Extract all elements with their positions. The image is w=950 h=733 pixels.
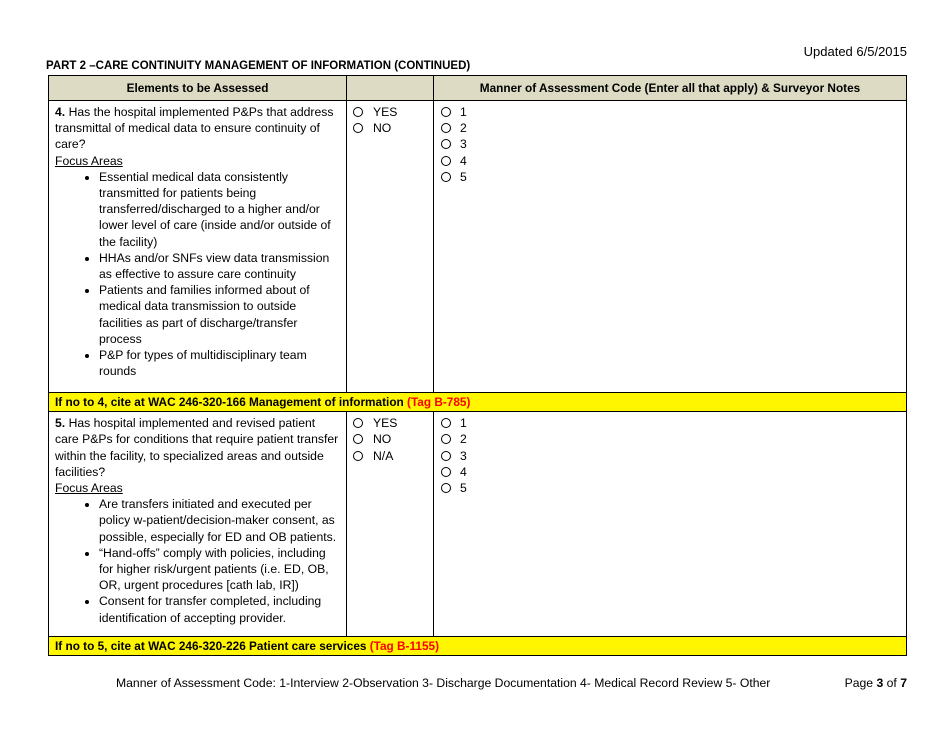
code-option-4[interactable] bbox=[441, 153, 906, 169]
focus-item: • P&P for types of multidisciplinary team rounds bbox=[99, 347, 340, 379]
code-label: 5 bbox=[460, 480, 467, 495]
answer-label: NO bbox=[373, 432, 392, 447]
code-label: 2 bbox=[460, 432, 467, 447]
question-number: 4. bbox=[55, 105, 66, 119]
radio-circle-icon[interactable] bbox=[441, 172, 451, 182]
code-option-2[interactable] bbox=[441, 431, 906, 447]
assessment-code-legend: Manner of Assessment Code: 1-Interview 2-Observation 3- Discharge Documentation 4- Medical Record Review 5- Other bbox=[116, 676, 771, 690]
table-header-row bbox=[49, 76, 907, 101]
page-label: Page bbox=[844, 676, 874, 690]
code-label: 4 bbox=[460, 153, 467, 168]
focus-item: • “Hand-offs” comply with policies, including for higher risk/urgent patients (i.e. ED, OB, OR, urgent procedures [cath lab, IR]) bbox=[99, 545, 340, 594]
radio-circle-icon[interactable] bbox=[441, 107, 451, 117]
code-label: 5 bbox=[460, 169, 467, 184]
page-current: 3 bbox=[876, 676, 884, 690]
focus-item: • HHAs and/or SNFs view data transmission as effective to assure care continuity bbox=[99, 250, 340, 282]
tag-label: (Tag B-1155) bbox=[369, 639, 440, 654]
question-body: Has hospital implemented and revised patient care P&Ps for conditions that require patient transfer within the facility, to specialized areas and outside facilities? bbox=[55, 416, 339, 479]
radio-circle-icon[interactable] bbox=[441, 156, 451, 166]
answer-label: YES bbox=[373, 105, 398, 119]
question-number: 5. bbox=[55, 416, 66, 431]
radio-circle-icon[interactable] bbox=[353, 434, 363, 444]
code-option-3[interactable] bbox=[441, 136, 906, 152]
focus-item: • Patients and families informed about of medical data transmission to outside facilities as part of discharge/transfer process bbox=[99, 282, 340, 347]
focus-item: • Consent for transfer completed, including identification of accepting provider. bbox=[99, 593, 340, 625]
question-cell bbox=[49, 412, 347, 637]
answer-cell bbox=[347, 101, 434, 393]
question-row-4 bbox=[49, 101, 907, 393]
code-option-5[interactable] bbox=[441, 169, 906, 185]
code-option-1[interactable] bbox=[441, 415, 906, 431]
radio-circle-icon[interactable] bbox=[353, 451, 363, 461]
code-option-2[interactable] bbox=[441, 120, 906, 136]
code-option-4[interactable] bbox=[441, 464, 906, 480]
cite-row-5 bbox=[49, 637, 907, 656]
code-label: 4 bbox=[460, 464, 467, 479]
cite-text: If no to 5, cite at WAC 246-320-226 Patient care services bbox=[55, 639, 367, 654]
focus-areas-label: Focus Areas bbox=[55, 481, 123, 496]
code-label: 3 bbox=[460, 137, 467, 152]
cite-text: If no to 4, cite at WAC 246-320-166 Management of information bbox=[55, 395, 404, 409]
answer-option-yes[interactable] bbox=[351, 104, 433, 120]
assessment-table bbox=[48, 75, 907, 656]
radio-circle-icon[interactable] bbox=[441, 434, 451, 444]
radio-circle-icon[interactable] bbox=[441, 139, 451, 149]
updated-date: Updated 6/5/2015 bbox=[803, 44, 907, 59]
code-label: 3 bbox=[460, 448, 467, 463]
question-row-5 bbox=[49, 412, 907, 637]
code-label: 1 bbox=[460, 105, 467, 119]
col-manner-header: Manner of Assessment Code (Enter all that apply) & Surveyor Notes bbox=[434, 76, 907, 101]
answer-option-yes[interactable] bbox=[351, 415, 433, 431]
answer-option-no[interactable] bbox=[351, 431, 433, 447]
answer-cell bbox=[347, 412, 434, 637]
radio-circle-icon[interactable] bbox=[441, 418, 451, 428]
code-label: 1 bbox=[460, 416, 467, 431]
manner-cell bbox=[434, 412, 907, 637]
focus-areas-label: Focus Areas bbox=[55, 153, 123, 168]
focus-item: • Essential medical data consistently transmitted for patients being transferred/discharged to a higher and/or lower level of care (inside and/or outside of the facility) bbox=[99, 169, 340, 250]
answer-option-no[interactable] bbox=[351, 120, 433, 136]
radio-circle-icon[interactable] bbox=[441, 483, 451, 493]
focus-item: • Are transfers initiated and executed per policy w-patient/decision-maker consent, as possible, especially for ED and OB patients. bbox=[99, 496, 340, 545]
page-total: 7 bbox=[900, 676, 907, 690]
question-text bbox=[55, 104, 340, 153]
answer-label: YES bbox=[373, 416, 398, 431]
code-option-1[interactable] bbox=[441, 104, 906, 120]
answer-label: N/A bbox=[373, 448, 394, 463]
question-body: Has the hospital implemented P&Ps that address transmittal of medical data to ensure continuity of care? bbox=[55, 105, 334, 152]
focus-list bbox=[55, 496, 340, 626]
cite-cell bbox=[49, 637, 907, 656]
col-elements-header: Elements to be Assessed bbox=[49, 76, 347, 101]
code-option-5[interactable] bbox=[441, 480, 906, 496]
focus-list bbox=[55, 169, 340, 380]
radio-circle-icon[interactable] bbox=[441, 467, 451, 477]
cite-row-4 bbox=[49, 393, 907, 412]
cite-cell bbox=[49, 393, 907, 412]
part-title: PART 2 –CARE CONTINUITY MANAGEMENT OF INFORMATION (CONTINUED) bbox=[46, 60, 471, 72]
answer-label: NO bbox=[373, 121, 392, 136]
radio-circle-icon[interactable] bbox=[441, 451, 451, 461]
answer-option-na[interactable] bbox=[351, 448, 433, 464]
radio-circle-icon[interactable] bbox=[353, 123, 363, 133]
page-of: of bbox=[886, 676, 897, 690]
code-label: 2 bbox=[460, 121, 467, 136]
radio-circle-icon[interactable] bbox=[353, 107, 363, 117]
code-option-3[interactable] bbox=[441, 448, 906, 464]
manner-cell bbox=[434, 101, 907, 393]
col-answer-header bbox=[347, 76, 434, 101]
tag-label: (Tag B-785) bbox=[407, 395, 471, 409]
question-cell bbox=[49, 101, 347, 393]
radio-circle-icon[interactable] bbox=[353, 418, 363, 428]
page-number bbox=[845, 676, 907, 690]
question-text bbox=[55, 415, 340, 480]
radio-circle-icon[interactable] bbox=[441, 123, 451, 133]
